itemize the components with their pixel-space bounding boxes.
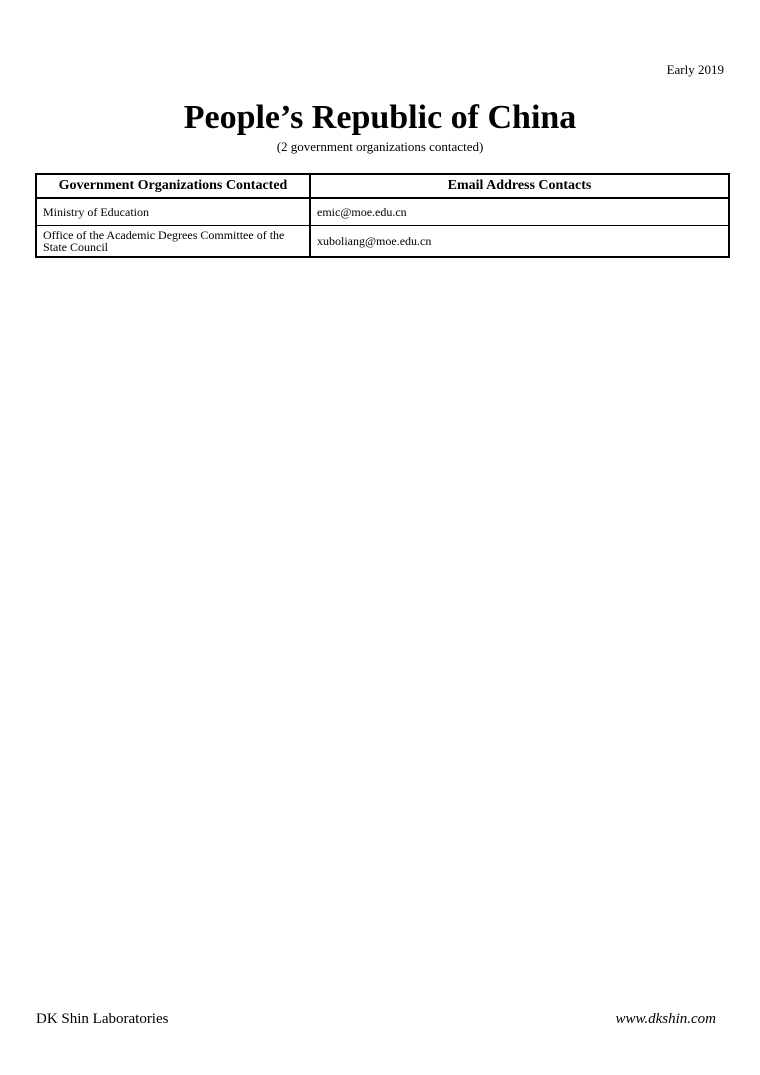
column-header-emails: Email Address Contacts — [310, 174, 729, 198]
page-title: People’s Republic of China — [183, 99, 577, 136]
table-row — [36, 198, 729, 226]
report-date: Early 2019 — [666, 62, 724, 77]
column-header-organizations: Government Organizations Contacted — [36, 174, 310, 198]
contacts-table — [35, 173, 730, 258]
table-row — [36, 226, 729, 258]
email-cell: emic@moe.edu.cn — [310, 198, 729, 226]
email-cell: xuboliang@moe.edu.cn — [310, 226, 729, 258]
table-header-row — [36, 174, 729, 198]
footer-website-link[interactable]: www.dkshin.com — [615, 1011, 716, 1027]
organization-cell: Ministry of Education — [36, 198, 310, 226]
organization-cell: Office of the Academic Degrees Committee of the State Council — [36, 226, 310, 258]
footer-organization: DK Shin Laboratories — [36, 1011, 169, 1027]
page-subtitle: (2 government organizations contacted) — [276, 139, 484, 154]
